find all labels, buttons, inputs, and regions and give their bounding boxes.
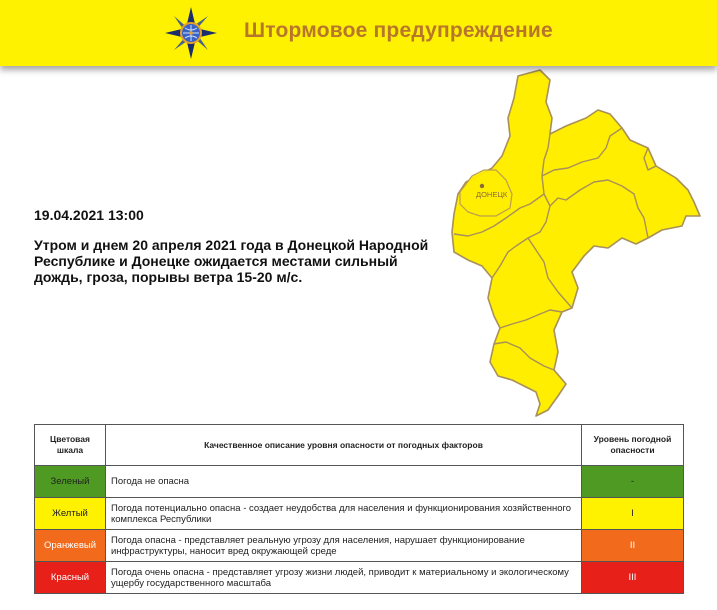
table-row — [35, 498, 684, 530]
table-row — [35, 562, 684, 594]
column-header-description: Качественное описание уровня опасности от погодных факторов — [106, 425, 582, 466]
description-cell: Погода потенциально опасна - создает неудобства для населения и функционирования хозяйственного комплекса Республики — [106, 498, 582, 530]
emergency-emblem-icon — [164, 6, 218, 60]
page-title: Штормовое предупреждение — [244, 19, 553, 42]
column-header-level: Уровень погодной опасности — [582, 425, 684, 466]
color-name-cell: Зеленый — [35, 466, 106, 498]
level-cell: III — [582, 562, 684, 594]
danger-scale-table — [34, 424, 684, 594]
warning-datetime: 19.04.2021 13:00 — [34, 207, 144, 223]
table-row — [35, 466, 684, 498]
description-cell: Погода опасна - представляет реальную угрозу для населения, нарушает функционирование инфраструктуры, наносит вред окружающей среде — [106, 530, 582, 562]
level-cell: II — [582, 530, 684, 562]
description-cell: Погода очень опасна - представляет угрозу жизни людей, приводит к материальному и экологическому ущербу государственного масштаба — [106, 562, 582, 594]
description-cell: Погода не опасна — [106, 466, 582, 498]
color-name-cell: Оранжевый — [35, 530, 106, 562]
dpr-region-map — [448, 66, 703, 422]
color-name-cell: Красный — [35, 562, 106, 594]
level-cell: - — [582, 466, 684, 498]
region-map-shape — [452, 70, 700, 416]
warning-message: Утром и днем 20 апреля 2021 года в Донецкой Народной Республике и Донецке ожидается местами сильный дождь, гроза, порывы ветра 15-20 м/с. — [34, 237, 429, 285]
level-cell: I — [582, 498, 684, 530]
table-row — [35, 530, 684, 562]
header-banner — [0, 0, 717, 66]
color-name-cell: Желтый — [35, 498, 106, 530]
table-header-row — [35, 425, 684, 466]
column-header-color-scale: Цветовая шкала — [35, 425, 106, 466]
city-marker-icon — [480, 184, 484, 188]
city-label: ДОНЕЦК — [476, 190, 508, 199]
